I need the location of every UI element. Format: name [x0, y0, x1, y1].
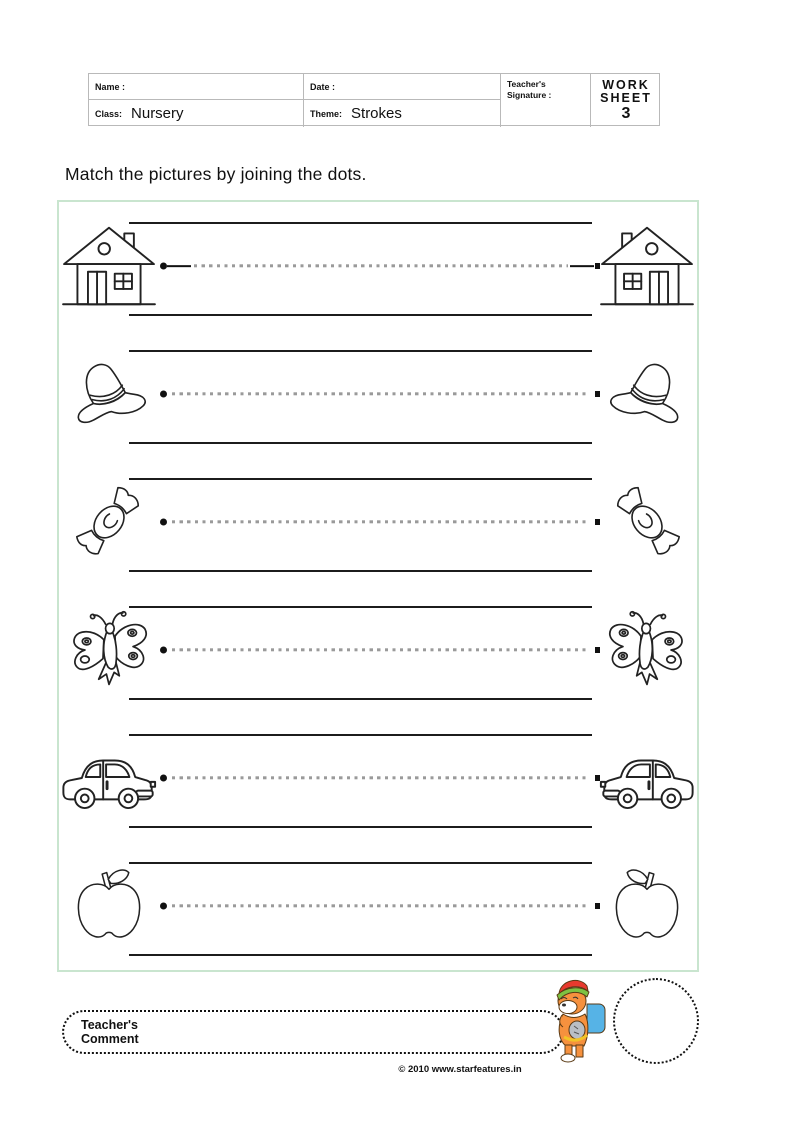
match-rows	[59, 202, 697, 970]
bear-mascot-illustration	[547, 974, 613, 1064]
rule-line-top	[129, 734, 592, 736]
teacher-signature-cell	[501, 74, 591, 127]
instruction-text: Match the pictures by joining the dots.	[65, 164, 367, 184]
comment-label-line1: Teacher's	[81, 1017, 138, 1032]
car-icon	[59, 745, 159, 811]
match-row-butterfly	[59, 586, 697, 714]
dotted-connector	[160, 518, 600, 526]
signature-label	[507, 79, 551, 101]
house-icon	[599, 222, 695, 310]
theme-label: Theme:	[310, 108, 343, 119]
worksheet-label-line1: WORK	[602, 77, 650, 92]
hat-icon	[607, 353, 687, 435]
car-icon	[597, 745, 697, 811]
picture-house-left	[59, 222, 159, 310]
butterfly-icon	[65, 607, 153, 693]
lead-line-right	[570, 265, 594, 267]
rule-line-top	[129, 350, 592, 352]
dotted-connector	[160, 390, 600, 398]
picture-car-right	[597, 745, 697, 811]
worksheet-number-cell	[591, 74, 661, 127]
picture-candy-left	[59, 478, 159, 566]
dotted-trace-line	[172, 904, 590, 907]
picture-hat-right	[597, 353, 697, 435]
start-dot	[160, 519, 167, 526]
rule-line-top	[129, 478, 592, 480]
rule-line-bottom	[129, 698, 592, 700]
picture-butterfly-right	[597, 607, 697, 693]
lead-line-left	[167, 265, 191, 267]
picture-apple-left	[59, 859, 159, 953]
class-field-cell	[89, 100, 304, 127]
class-value: Nursery	[131, 105, 184, 122]
candy-icon	[69, 478, 149, 566]
apple-icon	[71, 859, 147, 953]
start-dot	[160, 263, 167, 270]
match-row-candy	[59, 458, 697, 586]
picture-apple-right	[597, 859, 697, 953]
worksheet-header-table	[88, 73, 660, 126]
dotted-trace-line	[172, 776, 590, 779]
dotted-trace-line	[172, 520, 590, 523]
rule-line-bottom	[129, 314, 592, 316]
name-field-cell	[89, 74, 304, 100]
rule-line-bottom	[129, 954, 592, 956]
dotted-connector	[160, 774, 600, 782]
comment-label-line2: Comment	[81, 1032, 139, 1046]
match-row-house	[59, 202, 697, 330]
butterfly-icon	[603, 607, 691, 693]
hat-icon	[69, 353, 149, 435]
picture-car-left	[59, 745, 159, 811]
house-icon	[61, 222, 157, 310]
dotted-connector	[160, 646, 600, 654]
date-label: Date :	[310, 81, 336, 92]
rule-line-bottom	[129, 826, 592, 828]
picture-candy-right	[597, 478, 697, 566]
signature-label-line2: Signature :	[507, 90, 552, 101]
dotted-connector	[160, 902, 600, 910]
dotted-trace-line	[194, 264, 568, 267]
copyright-text: © 2010 www.starfeatures.in	[398, 1064, 522, 1075]
apple-icon	[609, 859, 685, 953]
candy-icon	[607, 478, 687, 566]
match-row-hat	[59, 330, 697, 458]
dotted-trace-line	[172, 392, 590, 395]
picture-butterfly-left	[59, 607, 159, 693]
start-dot	[160, 775, 167, 782]
rule-line-top	[129, 862, 592, 864]
worksheet-number: 3	[621, 104, 631, 122]
start-dot	[160, 647, 167, 654]
dotted-connector	[160, 262, 600, 270]
rule-line-bottom	[129, 570, 592, 572]
rule-line-top	[129, 606, 592, 608]
picture-house-right	[597, 222, 697, 310]
name-label: Name :	[95, 81, 126, 92]
teacher-comment-box	[62, 1010, 564, 1054]
activity-box	[57, 200, 699, 972]
teacher-comment-label	[81, 1018, 139, 1047]
signature-label-line1: Teacher's	[507, 79, 546, 89]
sticker-dotted-circle	[613, 978, 699, 1064]
match-row-car	[59, 714, 697, 842]
match-row-apple	[59, 842, 697, 970]
dotted-trace-line	[172, 648, 590, 651]
rule-line-bottom	[129, 442, 592, 444]
theme-value: Strokes	[351, 105, 402, 122]
picture-hat-left	[59, 353, 159, 435]
start-dot	[160, 903, 167, 910]
worksheet-label-line2: SHEET	[600, 90, 652, 105]
class-label: Class:	[95, 108, 123, 119]
start-dot	[160, 391, 167, 398]
theme-field-cell	[304, 100, 501, 127]
rule-line-top	[129, 222, 592, 224]
date-field-cell	[304, 74, 501, 100]
